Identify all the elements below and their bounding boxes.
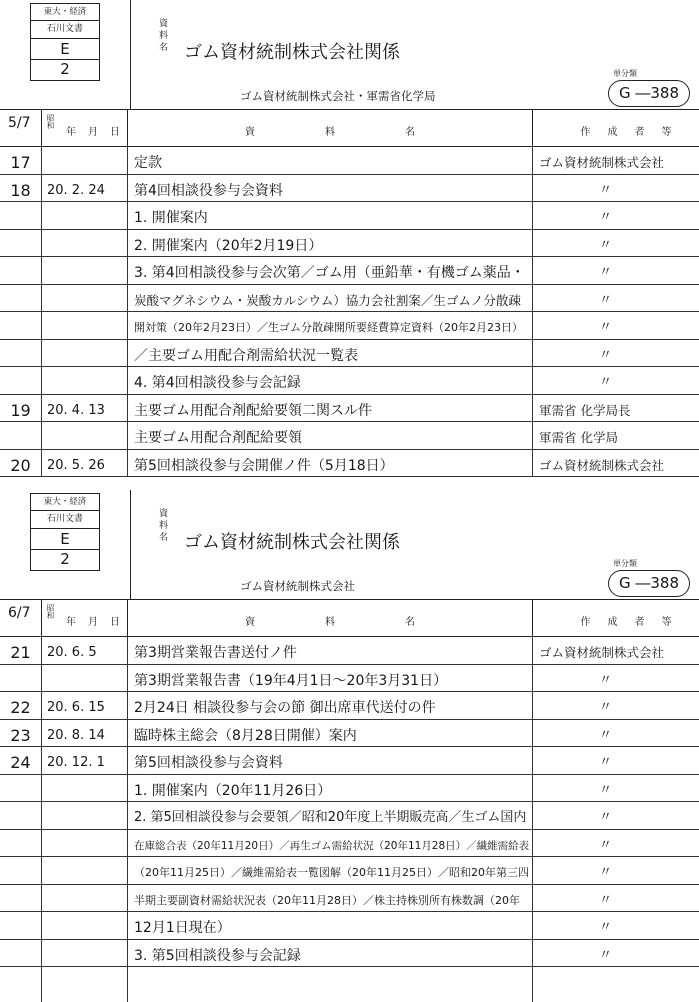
row-author: 〃 [533, 285, 699, 313]
blank-cell [533, 967, 699, 1002]
header-author: 作成者等 [580, 127, 689, 138]
row-title: 1. 開催案内 [128, 202, 533, 230]
blank-row [0, 967, 699, 1002]
row-date [42, 257, 128, 285]
header-ymd: 年月日 [66, 617, 132, 628]
title-field-label: 資料名 [157, 508, 167, 544]
classification-label: 単分類 [613, 69, 637, 78]
row-number [0, 367, 42, 395]
archive-stamp-box [30, 3, 100, 81]
table-row [0, 912, 699, 940]
table-row [0, 830, 699, 858]
row-date: 20. 5. 26 [42, 450, 128, 478]
row-number [0, 340, 42, 368]
row-date [42, 912, 128, 940]
row-date [42, 367, 128, 395]
archive-stamp-box [30, 493, 100, 571]
row-title: 第5回相談役参与会開催ノ件（5月18日） [128, 450, 533, 478]
record-list [0, 637, 699, 967]
row-title: 在庫総合表（20年11月20日）／再生ゴム需給状況（20年11月28日）／繊維需給表 [128, 830, 533, 858]
title-area-divider [130, 0, 131, 109]
classification-label: 単分類 [613, 559, 637, 568]
title-area-divider [130, 490, 131, 599]
row-date [42, 422, 128, 450]
row-author: 〃 [533, 830, 699, 858]
row-author: 軍需省 化学局長 [533, 395, 699, 423]
header-page-cell [0, 600, 42, 636]
archive-collection: 石川文書 [31, 21, 99, 39]
table-row [0, 340, 699, 368]
row-title: 12月1日現在） [128, 912, 533, 940]
row-author: ゴム資材統制株式会社 [533, 637, 699, 665]
blank-cell [128, 967, 533, 1002]
row-date [42, 202, 128, 230]
row-date [42, 340, 128, 368]
row-number: 21 [0, 637, 42, 665]
row-number: 20 [0, 450, 42, 478]
row-date: 20. 8. 14 [42, 720, 128, 748]
row-author: ゴム資材統制株式会社 [533, 147, 699, 175]
row-date: 20. 4. 13 [42, 395, 128, 423]
row-author: 〃 [533, 940, 699, 968]
row-title: 臨時株主総会（8月28日開催）案内 [128, 720, 533, 748]
archive-series: E [31, 39, 99, 60]
archive-collection: 石川文書 [31, 511, 99, 529]
row-date [42, 285, 128, 313]
row-number: 23 [0, 720, 42, 748]
table-row [0, 422, 699, 450]
archive-institution: 東大・経済 [31, 494, 99, 511]
catalog-card [0, 0, 699, 490]
archive-institution: 東大・経済 [31, 4, 99, 21]
row-number [0, 665, 42, 693]
row-number: 18 [0, 175, 42, 203]
row-author: 〃 [533, 367, 699, 395]
header-era: 昭和 [46, 114, 55, 129]
row-title: 主要ゴム用配合剤配給要領 [128, 422, 533, 450]
row-title: 第4回相談役参与会資料 [128, 175, 533, 203]
table-row [0, 692, 699, 720]
table-row [0, 637, 699, 665]
row-date: 20. 2. 24 [42, 175, 128, 203]
row-date [42, 775, 128, 803]
archive-series: E [31, 529, 99, 550]
row-number [0, 912, 42, 940]
row-title: 定款 [128, 147, 533, 175]
row-title: 3. 第4回相談役参与会次第／ゴム用（亜鉛華・有機ゴム薬品・ [128, 257, 533, 285]
row-number [0, 885, 42, 913]
table-row [0, 312, 699, 340]
table-row [0, 665, 699, 693]
row-author: 〃 [533, 720, 699, 748]
row-date [42, 830, 128, 858]
row-author: 〃 [533, 202, 699, 230]
row-date [42, 147, 128, 175]
row-author: 〃 [533, 340, 699, 368]
row-title: 2. 第5回相談役参与会要領／昭和20年度上半期販売高／生ゴム国内 [128, 802, 533, 830]
archive-number: 2 [60, 60, 70, 78]
header-date-cell [42, 600, 132, 636]
table-row [0, 720, 699, 748]
record-list [0, 147, 699, 477]
table-row [0, 802, 699, 830]
header-author-cell [533, 110, 699, 146]
collection-title: ゴム資材統制株式会社関係 [184, 532, 400, 553]
archive-number: 2 [60, 550, 70, 568]
table-row [0, 775, 699, 803]
row-author: 〃 [533, 312, 699, 340]
table-row [0, 747, 699, 775]
row-date [42, 940, 128, 968]
page-number: 5/7 [8, 115, 31, 131]
row-number [0, 312, 42, 340]
table-row [0, 940, 699, 968]
header-author: 作成者等 [580, 617, 689, 628]
blank-cell [42, 967, 128, 1002]
row-number [0, 202, 42, 230]
title-field-label: 資料名 [157, 18, 167, 54]
table-row [0, 230, 699, 258]
table-row [0, 885, 699, 913]
classification-code: G ―388 [608, 80, 690, 107]
row-date [42, 312, 128, 340]
row-title: 第5回相談役参与会資料 [128, 747, 533, 775]
row-author: 軍需省 化学局 [533, 422, 699, 450]
header-date-cell [42, 110, 132, 146]
row-number [0, 775, 42, 803]
row-author: 〃 [533, 802, 699, 830]
row-title: 半期主要副資材需給状況表（20年11月28日）／株主持株別所有株数調（20年 [128, 885, 533, 913]
creator-subtitle: ゴム資材統制株式会社・軍需省化学局 [240, 89, 436, 103]
row-date: 20. 12. 1 [42, 747, 128, 775]
row-number: 22 [0, 692, 42, 720]
collection-title: ゴム資材統制株式会社関係 [184, 42, 400, 63]
row-title: 2月24日 相談役参与会の節 御出席車代送付の件 [128, 692, 533, 720]
table-row [0, 147, 699, 175]
row-author: 〃 [533, 257, 699, 285]
header-title: 資料名 [245, 127, 485, 138]
row-date [42, 802, 128, 830]
row-title: 開対策（20年2月23日）／生ゴム分散疎開所要経費算定資料（20年2月23日） [128, 312, 533, 340]
row-title: ／主要ゴム用配合剤需給状況一覧表 [128, 340, 533, 368]
row-number: 17 [0, 147, 42, 175]
row-date [42, 857, 128, 885]
header-title-cell [128, 600, 533, 636]
table-row [0, 257, 699, 285]
page-number: 6/7 [8, 605, 31, 621]
row-author: 〃 [533, 230, 699, 258]
row-number: 24 [0, 747, 42, 775]
table-row [0, 395, 699, 423]
row-number [0, 857, 42, 885]
row-title: 3. 第5回相談役参与会記録 [128, 940, 533, 968]
row-author: 〃 [533, 775, 699, 803]
row-title: 2. 開催案内（20年2月19日） [128, 230, 533, 258]
header-title-cell [128, 110, 533, 146]
header-era: 昭和 [46, 604, 55, 619]
header-ymd: 年月日 [66, 127, 132, 138]
row-number [0, 422, 42, 450]
creator-subtitle: ゴム資材統制株式会社 [240, 579, 355, 593]
table-row [0, 202, 699, 230]
row-title: （20年11月25日）／繊維需給表一覧図解（20年11月25日）／昭和20年第三四 [128, 857, 533, 885]
row-author: 〃 [533, 857, 699, 885]
row-number [0, 257, 42, 285]
row-author: 〃 [533, 912, 699, 940]
row-number [0, 230, 42, 258]
row-title: 炭酸マグネシウム・炭酸カルシウム）協力会社割案／生ゴムノ分散疎 [128, 285, 533, 313]
row-date [42, 230, 128, 258]
table-header [0, 600, 699, 637]
header-page-cell [0, 110, 42, 146]
row-date: 20. 6. 5 [42, 637, 128, 665]
row-title: 第3期営業報告書送付ノ件 [128, 637, 533, 665]
row-author: 〃 [533, 665, 699, 693]
table-row [0, 450, 699, 478]
table-row [0, 857, 699, 885]
row-number: 19 [0, 395, 42, 423]
row-author: ゴム資材統制株式会社 [533, 450, 699, 478]
row-author: 〃 [533, 885, 699, 913]
table-row [0, 285, 699, 313]
row-number [0, 830, 42, 858]
header-author-cell [533, 600, 699, 636]
blank-cell [0, 967, 42, 1002]
table-row [0, 175, 699, 203]
row-author: 〃 [533, 747, 699, 775]
row-title: 4. 第4回相談役参与会記録 [128, 367, 533, 395]
row-author: 〃 [533, 692, 699, 720]
classification-code: G ―388 [608, 570, 690, 597]
row-date [42, 665, 128, 693]
row-date: 20. 6. 15 [42, 692, 128, 720]
row-number [0, 802, 42, 830]
row-date [42, 885, 128, 913]
row-number [0, 285, 42, 313]
row-title: 第3期営業報告書（19年4月1日～20年3月31日） [128, 665, 533, 693]
header-title: 資料名 [245, 617, 485, 628]
catalog-card [0, 490, 699, 1002]
row-number [0, 940, 42, 968]
row-author: 〃 [533, 175, 699, 203]
row-title: 1. 開催案内（20年11月26日） [128, 775, 533, 803]
row-title: 主要ゴム用配合剤配給要領二関スル件 [128, 395, 533, 423]
table-row [0, 367, 699, 395]
table-header [0, 110, 699, 147]
